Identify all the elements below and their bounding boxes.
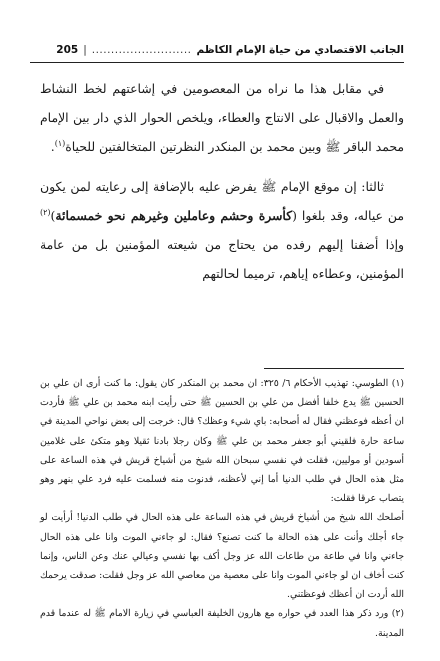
header-separator: | bbox=[83, 44, 87, 56]
paragraph-2 bbox=[40, 172, 404, 289]
footnote-ref-1[interactable]: (١) bbox=[54, 139, 66, 149]
footnote-1-text: الطوسي: تهذيب الأحكام ٦/ ٣٢٥: ان محمد بن المنكدر كان يقول: ما كنت أرى ان علي بن الحسين ﷺ يدع خلفا أفضل من علي بن الحسين ﷺ حتى رأيت ابنه محمد بن علي ﷺ فأردت ان أعظه فوعظني فقال له أصحابه: باي شيء وعظك؟ قال: خرجت إلى بعض نواحي المدينة في ساعة حارة فلقيني أبو جعفر محمد بن علي ﷺ وكان رجلا بادنا ثقيلا وهو متكئ على غلامين أسودين أو موليين، فقلت في نفسي سبحان الله شيخ من أشياخ قريش في هذه الساعة على مثل هذه الحال في طلب الدنيا أما إني لأعظنه، فدنوت منه فسلمت عليه فرد علي بنهر وهو يتصاب عرقا فقلت: bbox=[40, 378, 404, 505]
paragraph-1-text: في مقابل هذا ما نراه من المعصومين في إشاعتهم لخط النشاط والعمل والاقبال على الانتاج والعطاء، ويلخص الحوار الذي دار بين الإمام محمد الباقر ﷺ وبين محمد بن المنكدر النظرتين المتخالفتين للحياة bbox=[40, 81, 404, 155]
footnote-2-text: ورد ذكر هذا العدد في حواره مع هارون الخليفة العباسي في زيارة الامام ﷺ له عندما قدم المدينة. bbox=[40, 608, 404, 639]
footnote-1-number: (١) bbox=[391, 378, 405, 389]
header-dots: .......................... bbox=[91, 44, 192, 56]
main-text bbox=[40, 74, 404, 288]
page-number: 205 bbox=[56, 44, 79, 56]
footnote-1 bbox=[40, 374, 404, 508]
header-rule bbox=[30, 62, 404, 63]
footnote-1-continued: أصلحك الله شيخ من أشياخ قريش في هذه الساعة على هذه الحال في طلب الدنيا! أرأيت لو جاء أجلك وأنت على هذه الحالة ما كنت تصنع؟ فقال: لو جاءني الموت وانا على هذه الحال جاءني وانا في طاعة من طاعات الله عز وجل أكف بها نفسي وعيالي عنك وعن الناس، وإنما كنت أخاف ان لو جاءني الموت وانا على معصية من معاصي الله عز وجل فقلت: صدقت يرحمك الله أردت ان أعظك فوعظتني. bbox=[40, 512, 404, 601]
running-header bbox=[30, 40, 404, 60]
paragraph-1-end: . bbox=[50, 139, 55, 155]
paragraph-2-bold: كأسرة وحشم وعاملين وغيرهم نحو خمسمائة bbox=[55, 207, 293, 223]
paragraph-2-text-c: وإذا أضفنا إليهم رفده من يحتاج من شيعته المؤمنين بل من عامة المؤمنين، وعطاءه إياهم، ترميما لحالتهم bbox=[40, 237, 404, 282]
footnote-2-number: (٢) bbox=[391, 608, 404, 620]
footnote-ref-2[interactable]: (٢) bbox=[40, 207, 51, 217]
paragraph-1 bbox=[40, 74, 404, 162]
footnote-2 bbox=[40, 604, 404, 642]
paragraph-2-text-b: ) bbox=[50, 207, 56, 223]
header-title: الجانب الاقتصادي من حياة الإمام الكاظم bbox=[196, 44, 404, 56]
footnotes bbox=[40, 374, 404, 643]
footnote-rule bbox=[264, 368, 404, 369]
paragraph-2-text-a: ثالثا: إن موقع الإمام ﷺ يفرض عليه بالإضافة إلى رعايته لمن يكون من عياله، وقد بلغوا ( bbox=[40, 178, 404, 223]
